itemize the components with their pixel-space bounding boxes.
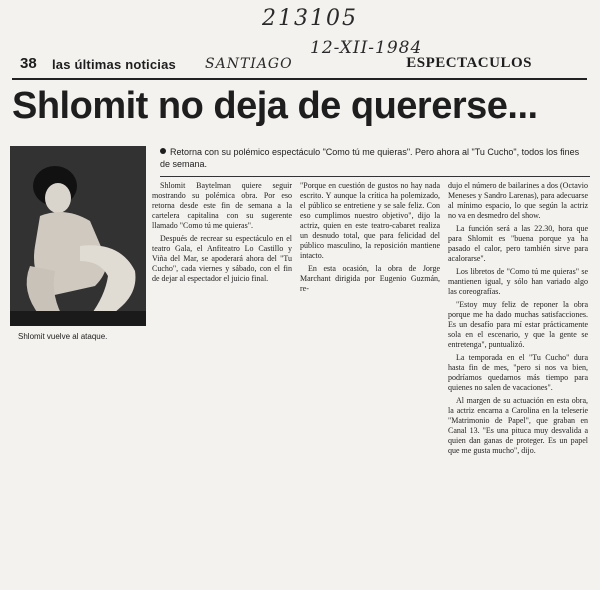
bullet-icon	[160, 148, 166, 154]
paragraph: La temporada en el "Tu Cucho" dura hasta fin de mes, "pero si nos va bien, podríamos quedarnos más tiempo para quienes no salen de vacaciones".	[448, 353, 588, 392]
headline: Shlomit no deja de quererse...	[12, 85, 538, 127]
section-title: ESPECTACULOS	[406, 55, 532, 71]
paragraph: dujo el número de bailarines a dos (Octavio Meneses y Sandro Larenas), para adecuarse al mínimo espacio, lo que según la actriz no va en desmedro del show.	[448, 181, 588, 220]
paragraph: "Porque en cuestión de gustos no hay nada escrito. Y aunque la crítica ha polemizado, el público se entretiene y se sale feliz. Con eso cumplimos nuestro objetivo", dijo la actriz, quien en este teatro-cabaret realiza un desnudo total, que para felicidad del público masculino, la reposición mantiene intacto.	[300, 181, 440, 260]
paragraph: En esta ocasión, la obra de Jorge Marchant dirigida por Eugenio Guzmán, re-	[300, 264, 440, 293]
lede-text: Retorna con su polémico espectáculo "Como tú me quieras". Pero ahora al "Tu Cucho", todos los fines de semana.	[160, 147, 580, 169]
page-number: 38	[20, 55, 37, 72]
handwritten-archive-number: 213105	[262, 6, 358, 31]
paragraph: Al margen de su actuación en esta obra, la actriz encarna a Carolina en la teleserie "Matrimonio de Papel", que graban en Canal 13. "Es una pituca muy desvalida a quien dan ganas de proteger. Es un papel que me gusta mucho", dijo.	[448, 396, 588, 455]
photo	[10, 146, 146, 326]
photo-caption: Shlomit vuelve al ataque.	[18, 332, 108, 341]
masthead	[12, 55, 592, 77]
paragraph: La función será a las 22.30, hora que para Shlomit es "buena porque ya ha pasado el calor, pero también sirve para acalorarse".	[448, 224, 588, 263]
paragraph: "Estoy muy feliz de reponer la obra porque me ha dado muchas satisfacciones. Es un desafío para mí estar prácticamente sola en el escenario, y que la gente se entretenga", puntualizó.	[448, 300, 588, 349]
actress-photo-image	[10, 146, 146, 326]
lede-divider	[160, 176, 590, 177]
article-column-2	[300, 181, 440, 297]
paragraph: Después de recrear su espectáculo en el teatro Gala, el Anfiteatro Lo Castillo y Viña del Mar, se apoderará ahora del "Tu Cucho", cada viernes y sábado, con el fin de dejar al espectador el juicio final.	[152, 234, 292, 283]
handwritten-date: 12-XII-1984	[310, 38, 423, 58]
paragraph: Los libretos de "Como tú me quieras" se mantienen igual, y sólo han variado algo las coreografías.	[448, 267, 588, 296]
masthead-rule	[12, 78, 587, 80]
lede	[160, 146, 590, 170]
handwritten-city: SANTIAGO	[205, 56, 293, 72]
article-column-1	[152, 181, 292, 287]
paragraph: Shlomit Baytelman quiere seguir mostrando su polémica obra. Por eso retorna desde este fin de semana a la cartelera capitalina con su sugerente llamado "Como tú me quieras".	[152, 181, 292, 230]
newspaper-name: las últimas noticias	[52, 57, 176, 72]
article-column-3	[448, 181, 588, 586]
